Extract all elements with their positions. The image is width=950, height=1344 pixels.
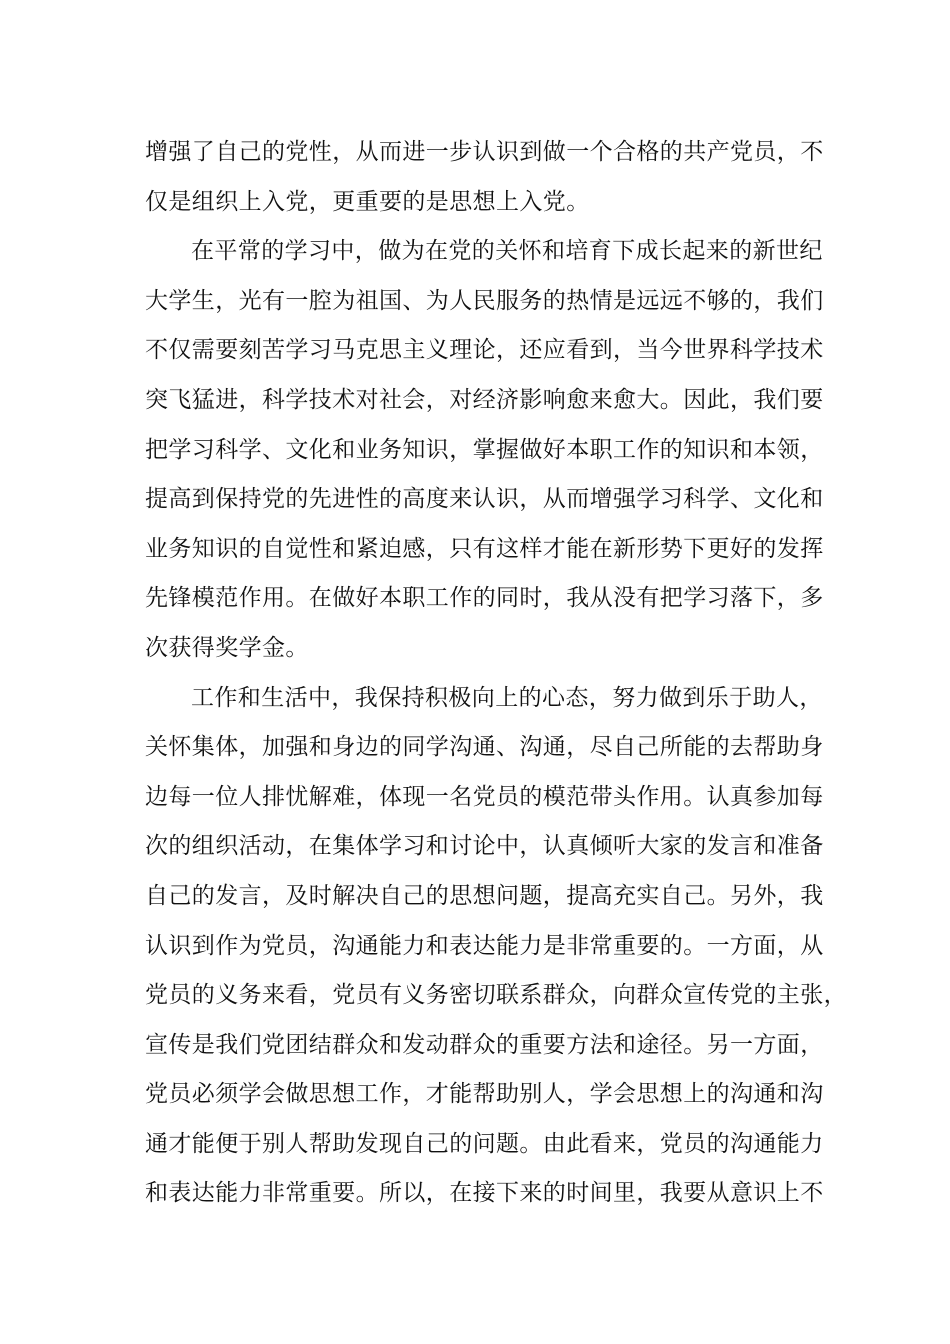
paragraph-work-life	[145, 674, 847, 1220]
text-line: 把学习科学、文化和业务知识，掌握做好本职工作的知识和本领，	[145, 436, 824, 463]
document-body	[145, 128, 847, 1219]
text-line: 增强了自己的党性，从而进一步认识到做一个合格的共产党员，不	[145, 139, 824, 165]
text-line: 自己的发言，及时解决自己的思想问题，提高充实自己。另外，我	[145, 882, 824, 909]
text-line: 宣传是我们党团结群众和发动群众的重要方法和途径。另一方面，	[145, 1031, 824, 1058]
text-line: 大学生，光有一腔为祖国、为人民服务的热情是远远不够的，我们	[145, 287, 824, 314]
text-line: 提高到保持党的先进性的高度来认识，从而增强学习科学、文化和	[145, 486, 824, 513]
text-line: 业务知识的自觉性和紧迫感，只有这样才能在新形势下更好的发挥	[145, 535, 824, 562]
text-line: 先锋模范作用。在做好本职工作的同时，我从没有把学习落下，多	[145, 585, 824, 612]
text-line: 不仅需要刻苦学习马克思主义理论，还应看到，当今世界科学技术	[145, 337, 824, 364]
text-line: 关怀集体，加强和身边的同学沟通、沟通，尽自己所能的去帮助身	[145, 734, 824, 761]
paragraph-study	[145, 227, 824, 673]
text-line: 边每一位人排忧解难，体现一名党员的模范带头作用。认真参加每	[145, 783, 824, 810]
text-line: 党员必须学会做思想工作，才能帮助别人，学会思想上的沟通和沟	[145, 1081, 824, 1108]
text-line: 仅是组织上入党，更重要的是思想上入党。	[145, 188, 590, 215]
text-line: 党员的义务来看，党员有义务密切联系群众，向群众宣传党的主张，	[145, 982, 847, 1009]
text-line: 次的组织活动，在集体学习和讨论中，认真倾听大家的发言和准备	[145, 833, 824, 860]
text-line: 在平常的学习中，做为在党的关怀和培育下成长起来的新世纪	[191, 238, 823, 265]
text-line: 工作和生活中，我保持积极向上的心态，努力做到乐于助人，	[191, 684, 823, 711]
text-line: 和表达能力非常重要。所以，在接下来的时间里，我要从意识上不	[145, 1180, 824, 1207]
paragraph-continuation	[145, 128, 824, 227]
text-line: 认识到作为党员，沟通能力和表达能力是非常重要的。一方面，从	[145, 932, 824, 959]
text-line: 突飞猛进，科学技术对社会，对经济影响愈来愈大。因此，我们要	[145, 386, 824, 413]
text-line: 通才能便于别人帮助发现自己的问题。由此看来，党员的沟通能力	[145, 1130, 824, 1157]
text-line: 次获得奖学金。	[145, 634, 309, 661]
